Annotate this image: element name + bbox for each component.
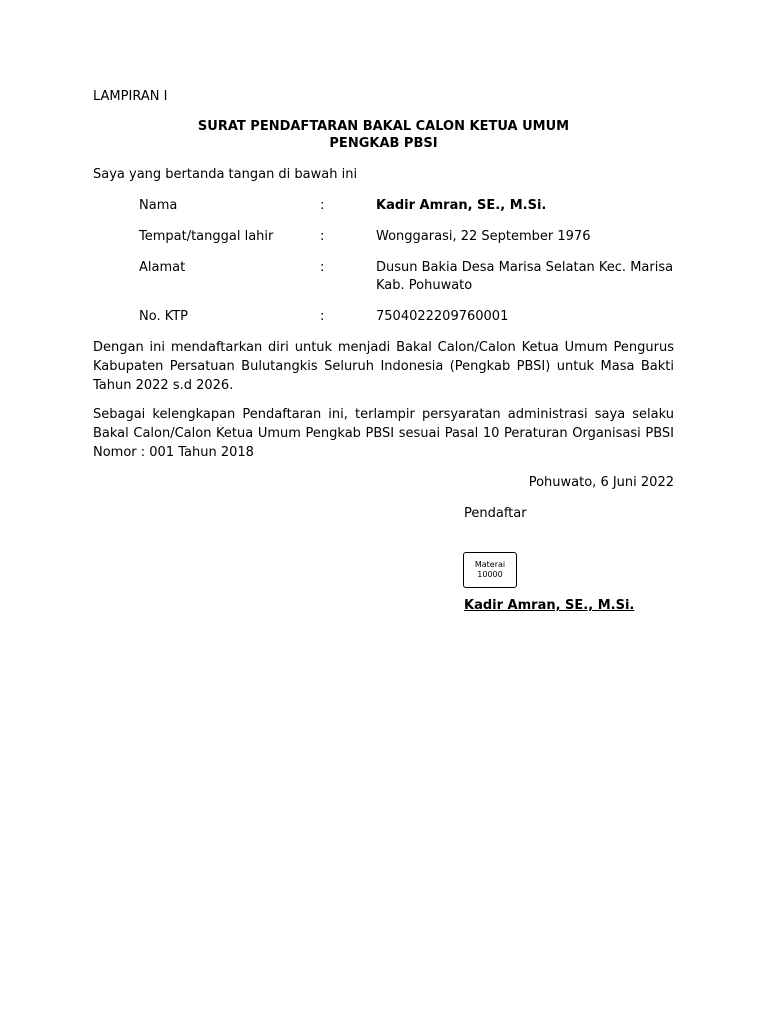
field-colon-nama: : — [320, 198, 325, 213]
field-label-ktp: No. KTP — [139, 309, 189, 324]
field-label-alamat: Alamat — [139, 260, 186, 275]
signer-name: Kadir Amran, SE., M.Si. — [464, 598, 635, 613]
place-date: Pohuwato, 6 Juni 2022 — [528, 475, 674, 490]
field-value-alamat-line2: Kab. Pohuwato — [376, 278, 473, 293]
intro-text: Saya yang bertanda tangan di bawah ini — [93, 167, 358, 182]
paragraph-registration: Dengan ini mendaftarkan diri untuk menjadi Bakal Calon/Calon Ketua Umum Pengurus Kabupaten Persatuan Bulutangkis Seluruh Indonesia (Pengkab PBSI) untuk Masa Bakti Tahun 2022 s.d 2026. — [93, 340, 674, 393]
field-colon-alamat: : — [320, 260, 325, 275]
field-value-nama: Kadir Amran, SE., M.Si. — [376, 198, 547, 213]
materai-label: Materai — [474, 560, 506, 569]
field-colon-ttl: : — [320, 229, 325, 244]
field-value-ktp: 7504022209760001 — [376, 309, 509, 324]
paragraph-requirements: Sebagai kelengkapan Pendaftaran ini, terlampir persyaratan administrasi saya selaku Bakal Calon/Calon Ketua Umum Pengkab PBSI sesuai Pasal 10 Peraturan Organisasi PBSI Nomor : 001 Tahun 2018 — [93, 407, 674, 460]
signer-role: Pendaftar — [464, 506, 527, 521]
document-title-line2: PENGKAB PBSI — [329, 136, 438, 151]
field-label-nama: Nama — [139, 198, 178, 213]
document-title-line1: SURAT PENDAFTARAN BAKAL CALON KETUA UMUM — [197, 119, 570, 134]
field-colon-ktp: : — [320, 309, 325, 324]
field-label-ttl: Tempat/tanggal lahir — [139, 229, 274, 244]
materai-value: 10000 — [477, 570, 503, 579]
field-value-ttl: Wonggarasi, 22 September 1976 — [376, 229, 591, 244]
field-value-alamat-line1: Dusun Bakia Desa Marisa Selatan Kec. Marisa — [376, 260, 674, 275]
materai-stamp — [463, 552, 517, 588]
lampiran-label: LAMPIRAN I — [93, 89, 168, 104]
